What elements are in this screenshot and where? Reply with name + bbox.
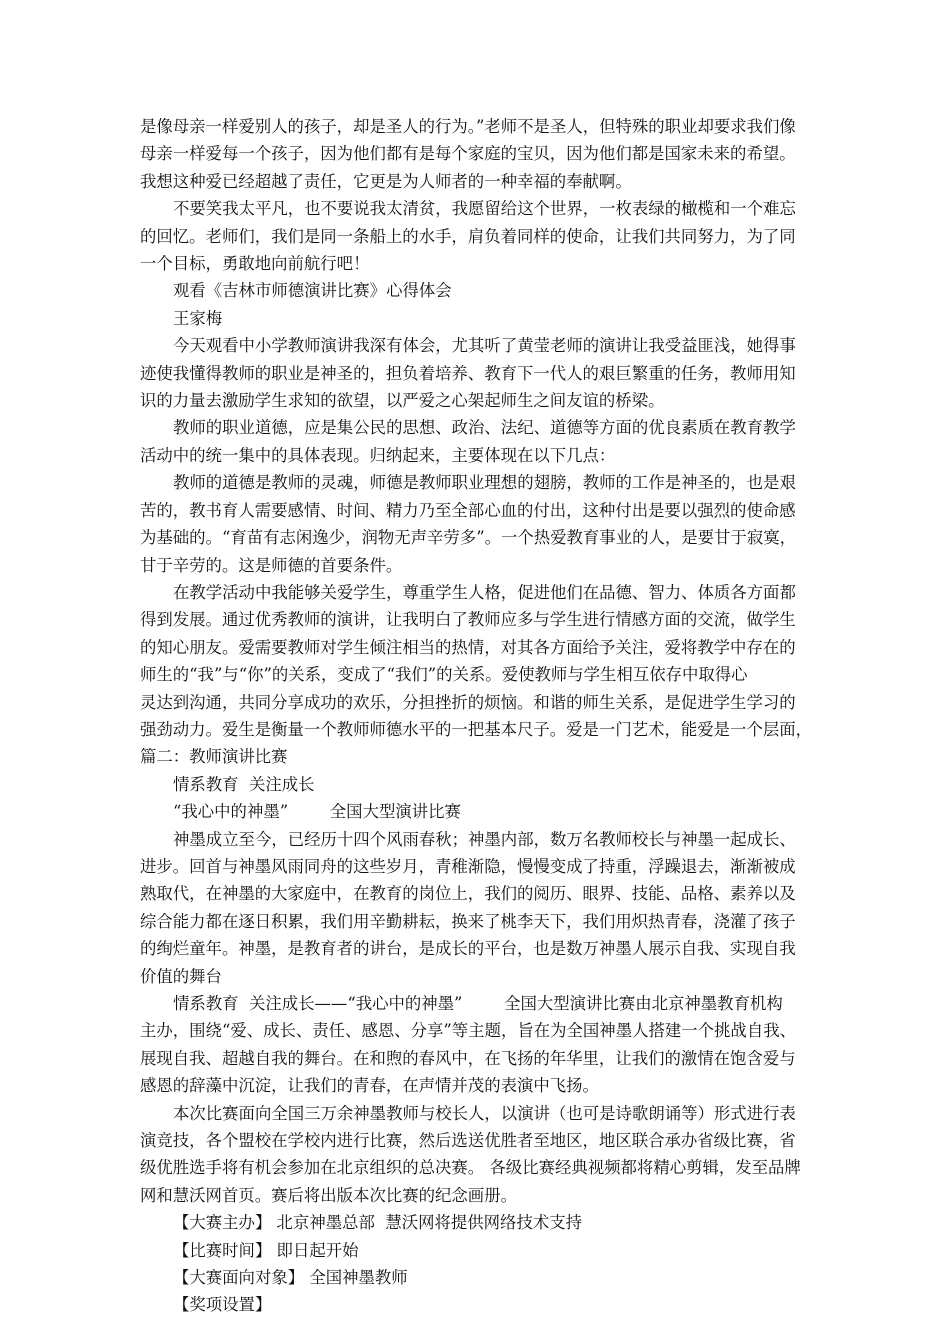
text-line: 活动中的统一集中的具体表现。归纳起来，主要体现在以下几点：	[140, 445, 616, 465]
text-line: 观看《吉林市师德演讲比赛》心得体会	[173, 281, 452, 301]
text-line: 迹使我懂得教师的职业是神圣的，担负着培养、教育下一代人的艰巨繁重的任务，教师用知	[140, 363, 796, 383]
text-line: 的回忆。老师们，我们是同一条船上的水手，肩负着同样的使命，让我们共同努力，为了同	[140, 226, 796, 246]
text-line: 【大赛主办】 北京神墨总部 慧沃网将提供网络技术支持	[173, 1213, 583, 1233]
text-line: 为基础的。“育苗有志闲逸少，润物无声辛劳多”。一个热爱教育事业的人，是要甘于寂寞，	[140, 528, 796, 548]
text-line: 不要笑我太平凡，也不要说我太清贫，我愿留给这个世界，一枚表绿的橄榄和一个难忘	[173, 199, 796, 219]
text-line: 识的力量去激励学生求知的欲望，以严爱之心架起师生之间友谊的桥梁。	[140, 391, 665, 411]
text-line: 网和慧沃网首页。赛后将出版本次比赛的纪念画册。	[140, 1185, 517, 1205]
text-line: 是像母亲一样爱别人的孩子，却是圣人的行为。”老师不是圣人，但特殊的职业却要求我们像	[140, 117, 796, 136]
text-line: 在教学活动中我能够关爱学生，尊重学生人格，促进他们在品德、智力、体质各方面都	[173, 582, 796, 602]
text-line: 的绚烂童年。神墨，是教育者的讲台，是成长的平台，也是数万神墨人展示自我、实现自我	[140, 939, 796, 959]
text-line: 进步。回首与神墨风雨同舟的这些岁月，青稚渐隐，慢慢变成了持重，浮躁退去，渐渐被成	[140, 856, 796, 876]
text-line: 篇二：教师演讲比赛	[140, 747, 288, 767]
document-page	[140, 113, 812, 1319]
text-line: 灵达到沟通，共同分享成功的欢乐，分担挫折的烦恼。和谐的师生关系，是促进学生学习的	[140, 692, 796, 712]
text-line: 情系教育 关注成长	[173, 774, 315, 794]
text-line: 一个目标，勇敢地向前航行吧！	[140, 254, 370, 274]
text-line: 我想这种爱已经超越了责任，它更是为人师者的一种幸福的奉献啊。	[140, 171, 632, 191]
text-line: 教师的道德是教师的灵魂，师德是教师职业理想的翅膀，教师的工作是神圣的，也是艰	[173, 473, 796, 493]
text-line: 演竞技，各个盟校在学校内进行比赛，然后选送优胜者至地区，地区联合承办省级比赛，省	[140, 1131, 796, 1151]
text-line: 师生的“我”与“你”的关系，变成了“我们”的关系。爱使教师与学生相互依存中取得心	[140, 665, 748, 685]
text-line: 感恩的辞藻中沉淀，让我们的青春，在声情并茂的表演中飞扬。	[140, 1076, 599, 1096]
text-line: 【比赛时间】 即日起开始	[173, 1240, 359, 1260]
text-line: 综合能力都在逐日积累，我们用辛勤耕耘，换来了桃李天下，我们用炽热青春，浇灌了孩子	[140, 911, 796, 931]
text-line: 展现自我、超越自我的舞台。在和煦的春风中，在飞扬的年华里，让我们的激情在饱含爱与	[140, 1048, 796, 1068]
text-line: 今天观看中小学教师演讲我深有体会，尤其听了黄莹老师的演讲让我受益匪浅，她得事	[173, 336, 796, 356]
text-line: 苦的，教书育人需要感情、时间、精力乃至全部心血的付出，这种付出是要以强烈的使命感	[140, 500, 796, 520]
text-line: 【大赛面向对象】 全国神墨教师	[173, 1268, 408, 1288]
text-line: 强劲动力。爱生是衡量一个教师师德水平的一把基本尺子。爱是一门艺术，能爱是一个层面，	[140, 719, 813, 739]
text-line: 甘于辛劳的。这是师德的首要条件。	[140, 555, 403, 575]
text-line: 本次比赛面向全国三万余神墨教师与校长人，以演讲（也可是诗歌朗诵等）形式进行表	[173, 1103, 796, 1123]
text-line: 情系教育 关注成长——“我心中的神墨” 全国大型演讲比赛由北京神墨教育机构	[173, 994, 783, 1013]
text-line: 得到发展。通过优秀教师的演讲，让我明白了教师应多与学生进行情感方面的交流，做学生	[140, 610, 796, 630]
text-line: 主办，围绕“爱、成长、责任、感恩、分享”等主题，旨在为全国神墨人搭建一个挑战自我、	[140, 1021, 796, 1041]
text-line: 母亲一样爱每一个孩子，因为他们都有是每个家庭的宝贝，因为他们都是国家未来的希望。	[140, 144, 796, 164]
text-line: 神墨成立至今，已经历十四个风雨春秋；神墨内部，数万名教师校长与神墨一起成长、	[173, 829, 796, 849]
text-line: 价值的舞台	[140, 966, 222, 986]
text-line: 级优胜选手将有机会参加在北京组织的总决赛。 各级比赛经典视频都将精心剪辑，发至品牌	[140, 1158, 801, 1178]
text-line: 【奖项设置】	[173, 1295, 272, 1315]
text-line: 王家梅	[173, 308, 223, 328]
text-line: “我心中的神墨” 全国大型演讲比赛	[173, 802, 461, 822]
text-line: 熟取代，在神墨的大家庭中，在教育的岗位上，我们的阅历、眼界、技能、品格、素养以及	[140, 884, 796, 904]
text-line: 教师的职业道德，应是集公民的思想、政治、法纪、道德等方面的优良素质在教育教学	[173, 418, 796, 438]
text-line: 的知心朋友。爱需要教师对学生倾注相当的热情，对其各方面给予关注，爱将教学中存在的	[140, 637, 796, 657]
